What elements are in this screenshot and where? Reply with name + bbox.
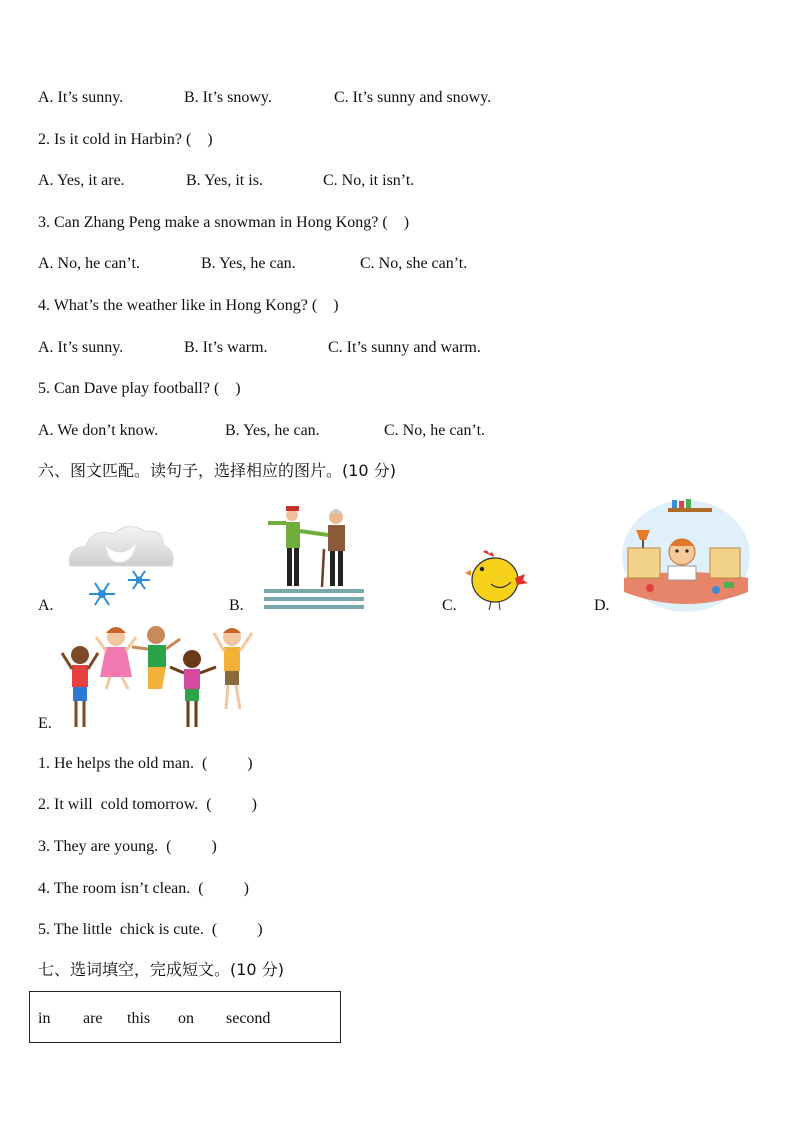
label-a: A.: [38, 597, 54, 614]
question-3: 3. Can Zhang Peng make a snowman in Hong Kong? ( ): [38, 214, 410, 231]
q5-option-a: A. We don’t know.: [38, 422, 159, 439]
q3-option-b: B. Yes, he can.: [201, 255, 296, 272]
q2-option-a: A. Yes, it are.: [38, 172, 125, 189]
q3-option-a: A. No, he can’t.: [38, 255, 140, 272]
word-bank-item: second: [226, 1010, 271, 1027]
label-d: D.: [594, 597, 610, 614]
match-sentence-4: 4. The room isn’t clean. ( ): [38, 880, 249, 897]
question-4: 4. What’s the weather like in Hong Kong? ( ): [38, 297, 339, 314]
section-6-heading: 六、图文匹配。读句子，选择相应的图片。(10 分): [38, 461, 396, 480]
label-e: E.: [38, 715, 52, 732]
q5-option-c: C. No, he can’t.: [384, 422, 486, 439]
label-c: C.: [442, 597, 457, 614]
q4-option-c: C. It’s sunny and warm.: [328, 339, 481, 356]
word-bank-item: this: [127, 1010, 151, 1027]
kids-jumping-icon: [58, 623, 256, 733]
q2-option-b: B. Yes, it is.: [186, 172, 263, 189]
q4-option-b: B. It’s warm.: [184, 339, 268, 356]
section-7-heading: 七、选词填空，完成短文。(10 分): [38, 960, 284, 979]
helping-old-man-icon: [260, 503, 368, 611]
snow-cloud-icon: [62, 520, 177, 612]
q4-option-a: A. It’s sunny.: [38, 339, 124, 356]
messy-room-icon: [620, 492, 752, 612]
q1-option-b: B. It’s snowy.: [184, 89, 272, 106]
match-sentence-5: 5. The little chick is cute. ( ): [38, 921, 263, 938]
question-5: 5. Can Dave play football? ( ): [38, 380, 241, 397]
match-sentence-2: 2. It will cold tomorrow. ( ): [38, 796, 257, 813]
word-bank-item: are: [83, 1010, 103, 1027]
match-sentence-3: 3. They are young. ( ): [38, 838, 217, 855]
match-sentence-1: 1. He helps the old man. ( ): [38, 755, 253, 772]
question-2: 2. Is it cold in Harbin? ( ): [38, 131, 213, 148]
q1-option-c: C. It’s sunny and snowy.: [334, 89, 492, 106]
label-b: B.: [229, 597, 244, 614]
q5-option-b: B. Yes, he can.: [225, 422, 320, 439]
word-bank-item: on: [178, 1010, 194, 1027]
word-bank-item: in: [38, 1010, 51, 1027]
q2-option-c: C. No, it isn’t.: [323, 172, 415, 189]
chick-icon: [465, 548, 529, 612]
q3-option-c: C. No, she can’t.: [360, 255, 468, 272]
q1-option-a: A. It’s sunny.: [38, 89, 124, 106]
word-bank-box: [29, 991, 341, 1043]
